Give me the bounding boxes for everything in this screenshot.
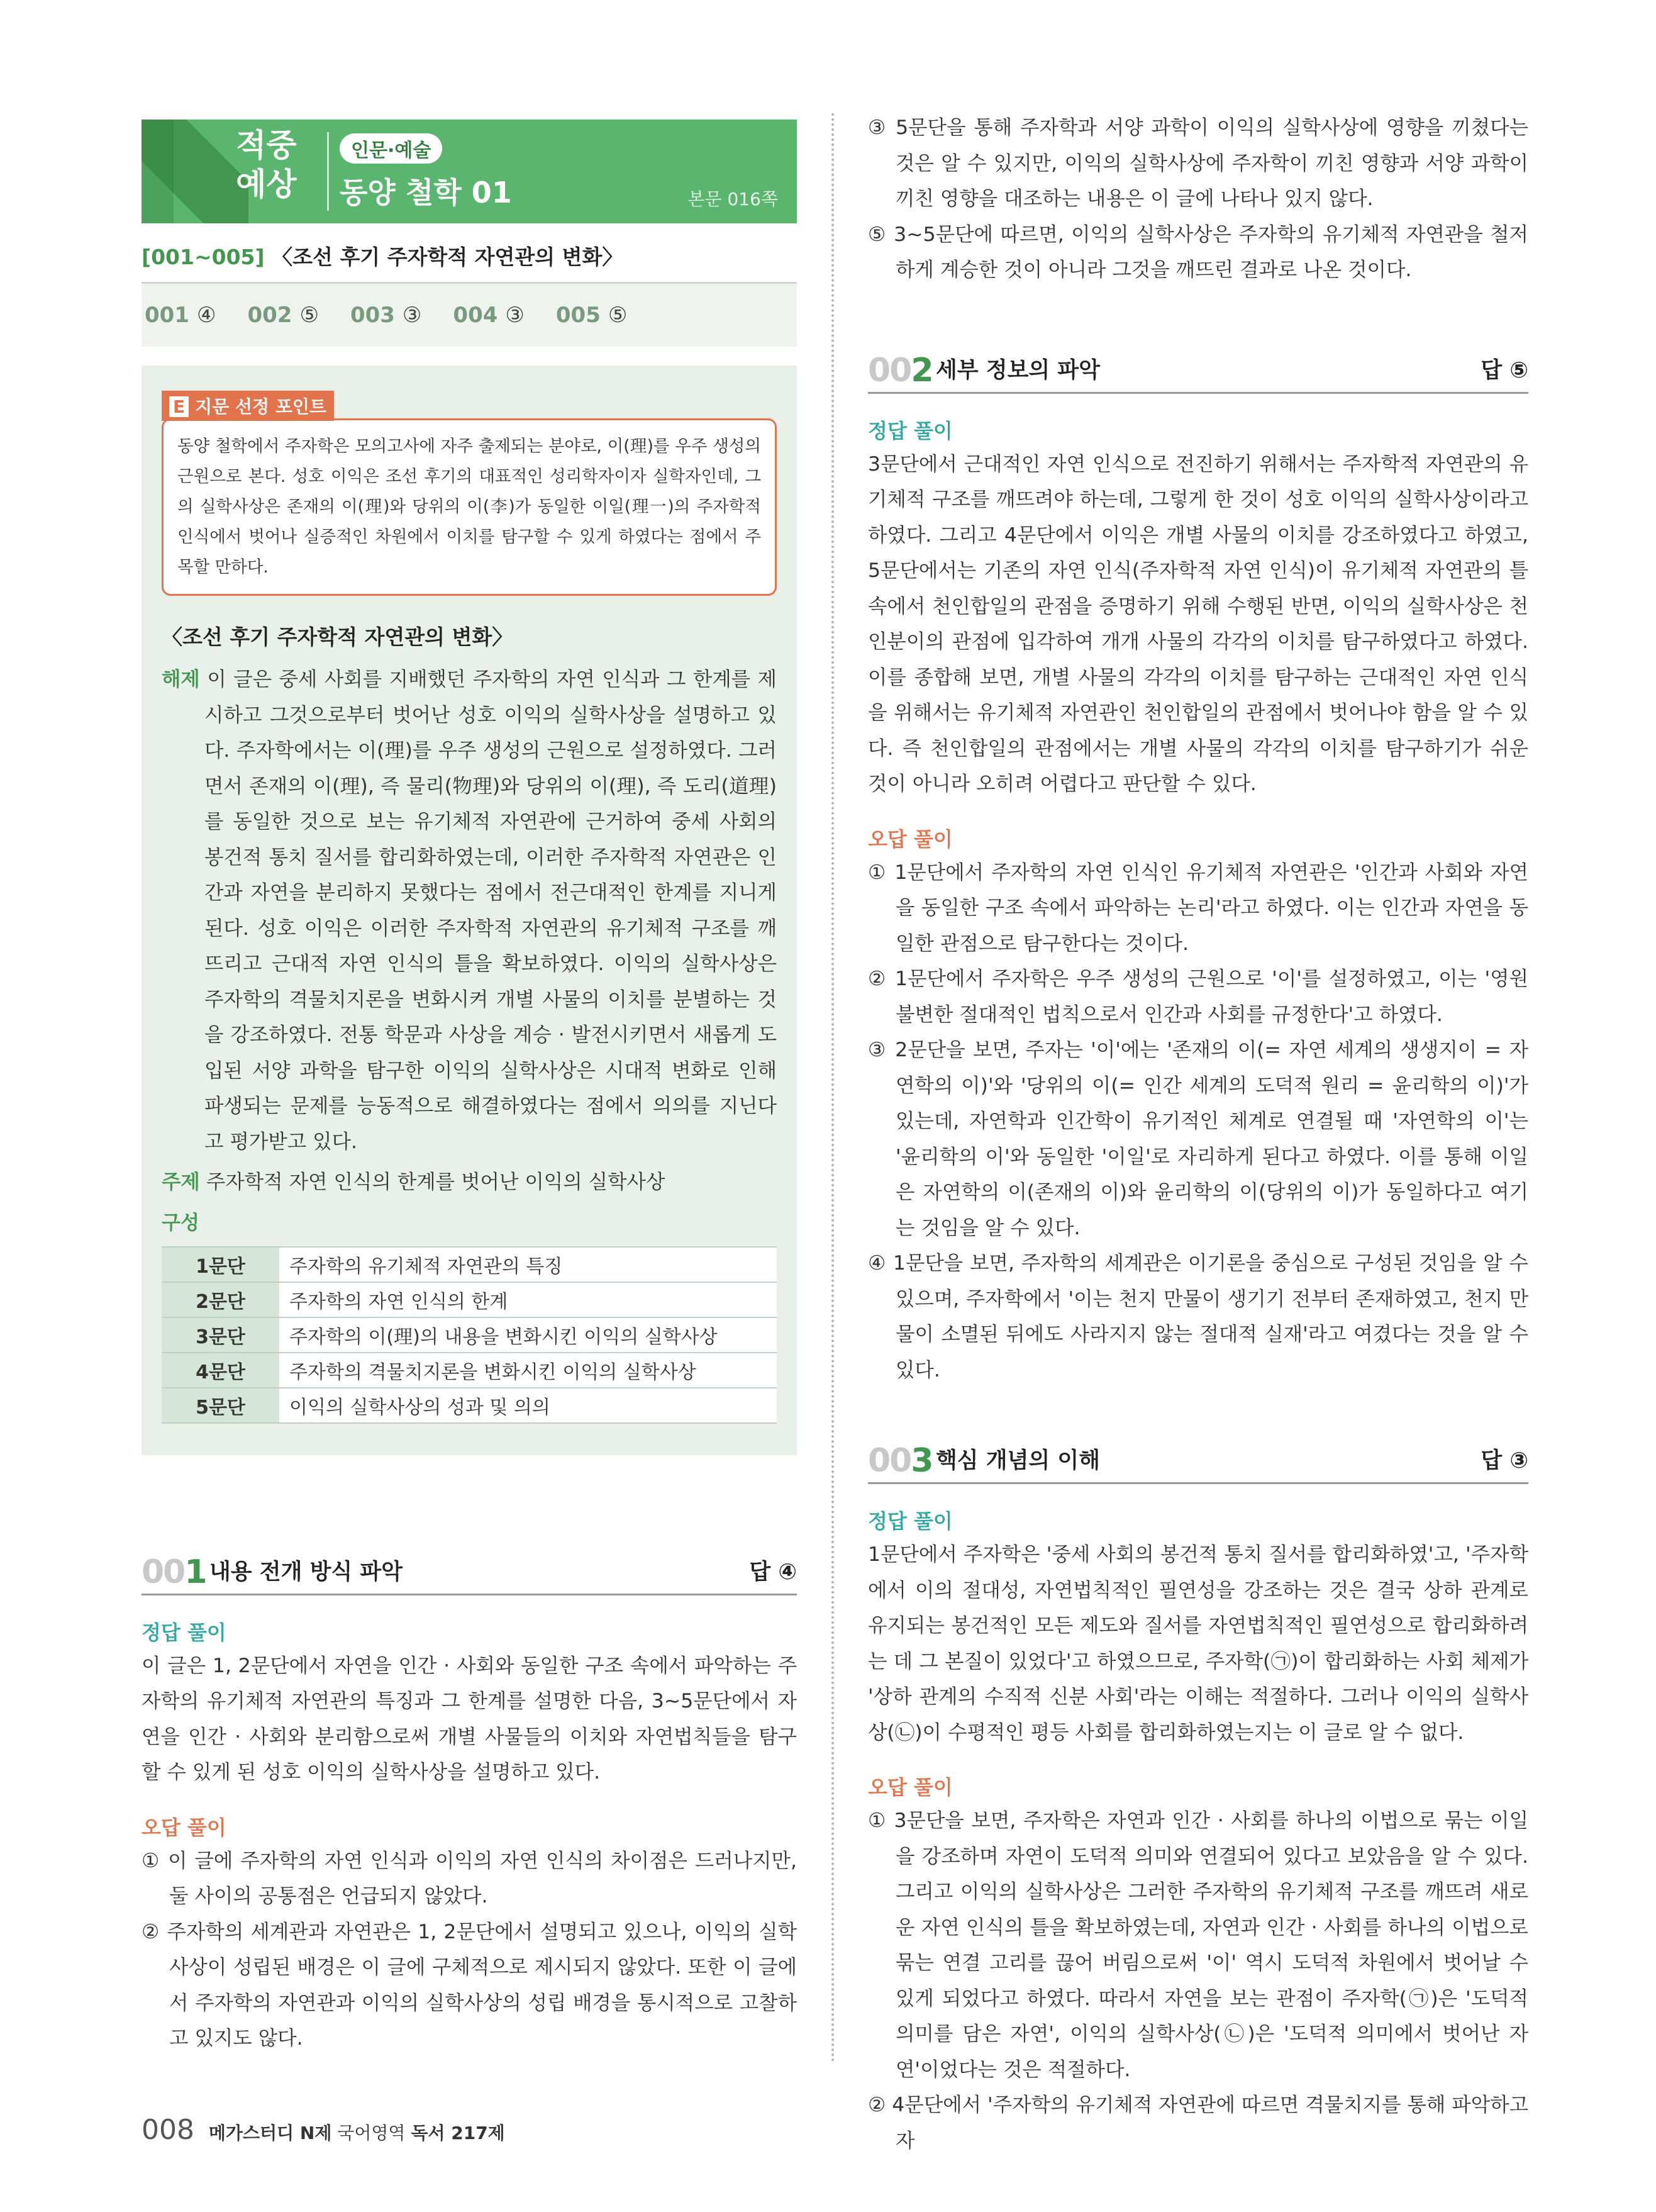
table-row: 1문단 주자학의 유기체적 자연관의 특징: [162, 1247, 777, 1282]
wrong-label: 오답 풀이: [868, 827, 953, 851]
table-row: 4문단 주자학의 격물치지론을 변화시킨 이익의 실학사상: [162, 1353, 777, 1388]
page-reference: 본문 016쪽: [687, 189, 778, 209]
gusung-label: 구성: [162, 1211, 199, 1234]
header-badge-text: [236, 126, 297, 204]
answer-item: 005 ⑤: [555, 303, 628, 328]
question-answer: 답 ⑤: [1481, 357, 1528, 383]
correct-label: 정답 풀이: [868, 418, 953, 443]
table-row: 5문단 이익의 실학사상의 성과 및 의의: [162, 1388, 777, 1423]
wrong-item: ③ 5문단을 통해 주자학과 서양 과학이 이익의 실학사상에 영향을 끼쳤다는 것은 알 수 있지만, 이익의 실학사상에 주자학이 끼친 영향과 서양 과학이 끼친 영향을 대조하는 내용은 이 글에 나타나 있지 않다.: [868, 116, 1528, 210]
summary-box: [142, 366, 797, 1455]
question-title: 내용 전개 방식 파악: [209, 1559, 403, 1585]
question-number: 001: [142, 1553, 206, 1591]
table-row: 3문단 주자학의 이(理)의 내용을 변화시킨 이익의 실학사상: [162, 1317, 777, 1353]
wrong-label: 오답 풀이: [142, 1815, 226, 1840]
answer-item: 003 ③: [350, 303, 422, 328]
wrong-item: ② 1문단에서 주자학은 우주 생성의 근원으로 '이'를 설정하였고, 이는 '영원불변한 절대적인 법칙으로서 인간과 사회를 규정한다'고 하였다.: [868, 968, 1528, 1026]
question-003-header: [868, 1438, 1528, 1484]
set-name: 〈조선 후기 주자학적 자연관의 변화〉: [272, 245, 623, 269]
wrong-item: ⑤ 3~5문단에 따르면, 이익의 실학사상은 주자학의 유기체적 자연관을 철저하게 계승한 것이 아니라 그것을 깨뜨린 결과로 나온 것이다.: [868, 223, 1528, 281]
set-range: [001~005]: [142, 245, 265, 269]
book-title: 독서 217제: [411, 2123, 505, 2143]
column-divider: [831, 113, 834, 2064]
structure-table: [162, 1246, 777, 1424]
question-number: 003: [868, 1442, 933, 1480]
wrong-label: 오답 풀이: [868, 1775, 953, 1799]
question-number: 002: [868, 351, 933, 389]
wrong-item: ① 3문단을 보면, 주자학은 자연과 인간 · 사회를 하나의 이법으로 묶는 이일을 강조하며 자연이 도덕적 의미와 연결되어 있다고 보았음을 알 수 있다. 그리고 이익의 실학사상은 그러한 주자학의 유기체적 구조를 깨뜨려 새로운 자연 인식의 틀을 확보하였는데, 자연과 인간 · 사회를 하나의 이법으로 묶는 연결 고리를 끊어 버림으로써 '이' 역시 도덕적 차원에서 벗어날 수 있게 되었다고 하였다. 따라서 자연을 보는 관점이 주자학(㉠)은 '도덕적 의미를 담은 자연', 이익의 실학사상(㉡)은 '도덕적 의미에서 벗어난 자연'이었다는 것은 적절하다.: [868, 1809, 1528, 2081]
wrong-item: ④ 1문단을 보면, 주자학의 세계관은 이기론을 중심으로 구성된 것임을 알 수 있으며, 주자학에서 '이는 천지 만물이 생기기 전부터 존재하였고, 천지 만물이 소멸된 뒤에도 사라지지 않는 절대적 실재'라고 여겼다는 것을 알 수 있다.: [868, 1252, 1528, 1382]
correct-explanation: 3문단에서 근대적인 자연 인식으로 전진하기 위해서는 주자학적 자연관의 유기체적 구조를 깨뜨려야 하는데, 그렇게 한 것이 성호 이익의 실학사상이라고 하였다. 그리고 4문단에서 이익은 개별 사물의 이치를 강조하였다고 하였고, 5문단에서는 기존의 자연 인식(주자학적 자연 인식)이 유기체적 자연관의 틀 속에서 천인합일의 관점을 증명하기 위해 수행된 반면, 이익의 실학사상은 천인분이의 관점에 입각하여 개개 사물의 각각의 이치를 탐구하였다고 하였다. 이를 종합해 보면, 개별 사물의 각각의 이치를 탐구하는 근대적인 자연 인식을 위해서는 유기체적 자연관인 천인합일의 관점에서 벗어나야 함을 알 수 있다. 즉 천인합일의 관점에서는 개별 사물의 각각의 이치를 탐구하기가 쉬운 것이 아니라 오히려 어렵다고 판단할 수 있다.: [868, 452, 1528, 795]
book-subject: 국어영역: [337, 2123, 406, 2143]
chapter-header: [142, 120, 797, 223]
summary-title: 〈조선 후기 주자학적 자연관의 변화〉: [162, 625, 513, 649]
page-footer: [142, 2114, 505, 2146]
table-row: 2문단 주자학의 자연 인식의 한계: [162, 1282, 777, 1317]
question-answer: 답 ④: [749, 1559, 797, 1585]
header-separator: [327, 132, 329, 211]
category-pill: 인문·예술: [340, 133, 442, 164]
page-number: 008: [142, 2114, 194, 2146]
wrong-item: ③ 2문단을 보면, 주자는 '이'에는 '존재의 이(= 자연 세계의 생생지이 = 자연학의 이)'와 '당위의 이(= 인간 세계의 도덕적 원리 = 윤리학의 이)'가 있는데, 자연학과 인간학이 유기적인 체계로 연결될 때 '자연학의 이'는 '윤리학의 이'와 동일한 '이일'로 자리하게 된다고 하였다. 이를 통해 이일은 자연학의 이(존재의 이)와 윤리학의 이(당위의 이)가 동일하다고 여기는 것임을 알 수 있다.: [868, 1039, 1528, 1239]
selection-point: [162, 391, 777, 596]
haeje-paragraph: 해제 이 글은 중세 사회를 지배했던 주자학의 자연 인식과 그 한계를 제시하고 그것으로부터 벗어난 성호 이익의 실학사상을 설명하고 있다. 주자학에서는 이(理)를 우주 생성의 근원으로 설정하였다. 그러면서 존재의 이(理), 즉 물리(物理)와 당위의 이(理), 즉 도리(道理)를 동일한 것으로 보는 유기체적 자연관에 근거하여 중세 사회의 봉건적 통치 질서를 합리화하였는데, 이러한 주자학적 자연관은 인간과 자연을 분리하지 못했다는 점에서 전근대적인 한계를 지니게 된다. 성호 이익은 이러한 주자학적 자연관의 유기체적 구조를 깨뜨리고 근대적 자연 인식의 틀을 확보하였다. 이익의 실학사상은 주자학의 격물치지론을 변화시켜 개별 사물의 이치를 분별하는 것을 강조하였다. 전통 학문과 사상을 계승 · 발전시키면서 새롭게 도입된 서양 과학을 탐구한 이익의 실학사상은 시대적 변화로 인해 파생되는 문제를 능동적으로 해결하였다는 점에서 의의를 지닌다고 평가받고 있다.: [162, 668, 777, 1153]
correct-explanation: 이 글은 1, 2문단에서 자연을 인간 · 사회와 동일한 구조 속에서 파악하는 주자학의 유기체적 자연관의 특징과 그 한계를 설명한 다음, 3~5문단에서 자연을 인간 · 사회와 분리함으로써 개별 사물들의 이치와 자연법칙들을 탐구할 수 있게 된 성호 이익의 실학사상을 설명하고 있다.: [142, 1654, 797, 1784]
book-name: 메가스터디 N제: [208, 2123, 332, 2143]
left-column: [142, 120, 797, 2057]
juje-paragraph: 주제 주자학적 자연 인식의 한계를 벗어난 이익의 실학사상: [162, 1171, 665, 1193]
correct-label: 정답 풀이: [142, 1620, 226, 1645]
correct-explanation: 1문단에서 주자학은 '중세 사회의 봉건적 통치 질서를 합리화하였'고, '주자학에서 이의 절대성, 자연법칙적인 필연성을 강조하는 것은 결국 상하 관계로 유지되는 봉건적인 모든 제도와 질서를 자연법칙적인 필연성으로 합리화하려는 데 그 본질이 있었다'고 하였으므로, 주자학(㉠)이 합리화하는 사회 체제가 '상하 관계의 수직적 신분 사회'라는 이해는 적절하다. 그러나 이익의 실학사상(㉡)이 수평적인 평등 사회를 합리화하였는지는 이 글로 알 수 없다.: [868, 1543, 1528, 1744]
wrong-item: ① 1문단에서 주자학의 자연 인식인 유기체적 자연관은 '인간과 사회와 자연을 동일한 구조 속에서 파악하는 논리'라고 하였다. 이는 인간과 자연을 동일한 관점으로 탐구한다는 것이다.: [868, 861, 1528, 955]
answer-item: 002 ⑤: [247, 303, 319, 328]
chapter-title: 동양 철학 01: [340, 176, 512, 209]
question-answer: 답 ③: [1481, 1448, 1528, 1473]
set-heading: [142, 241, 797, 271]
header-big-1: 적중: [236, 127, 297, 164]
question-title: 세부 정보의 파악: [936, 357, 1101, 383]
right-column: [868, 110, 1528, 2159]
answer-key: [142, 282, 797, 347]
selection-point-body: 동양 철학에서 주자학은 모의고사에 자주 출제되는 분야로, 이(理)를 우주 생성의 근원으로 본다. 성호 이익은 조선 후기의 대표적인 성리학자이자 실학자인데, 그의 실학사상은 존재의 이(理)와 당위의 이(李)가 동일한 이일(理一)의 주자학적 인식에서 벗어나 실증적인 차원에서 이치를 탐구할 수 있게 하였다는 점에서 주목할 만하다.: [162, 418, 777, 596]
answer-item: 001 ④: [145, 303, 216, 328]
question-002-header: [868, 348, 1528, 394]
header-big-2: 예상: [236, 166, 297, 203]
question-001-header: [142, 1550, 797, 1595]
selection-point-tag: E 지문 선정 포인트: [162, 391, 334, 421]
wrong-item: ② 주자학의 세계관과 자연관은 1, 2문단에서 설명되고 있으나, 이익의 실학사상이 성립된 배경은 이 글에 구체적으로 제시되지 않았다. 또한 이 글에서 주자학의 자연관과 이익의 실학사상의 성립 배경을 통시적으로 고찰하고 있지도 않다.: [142, 1920, 797, 2050]
wrong-item: ① 이 글에 주자학의 자연 인식과 이익의 자연 인식의 차이점은 드러나지만, 둘 사이의 공통점은 언급되지 않았다.: [142, 1849, 797, 1908]
correct-label: 정답 풀이: [868, 1509, 953, 1533]
answer-item: 004 ③: [453, 303, 525, 328]
wrong-item: ② 4문단에서 '주자학의 유기체적 자연관에 따르면 격물치지를 통해 파악하고자: [868, 2094, 1528, 2152]
question-title: 핵심 개념의 이해: [936, 1448, 1101, 1473]
